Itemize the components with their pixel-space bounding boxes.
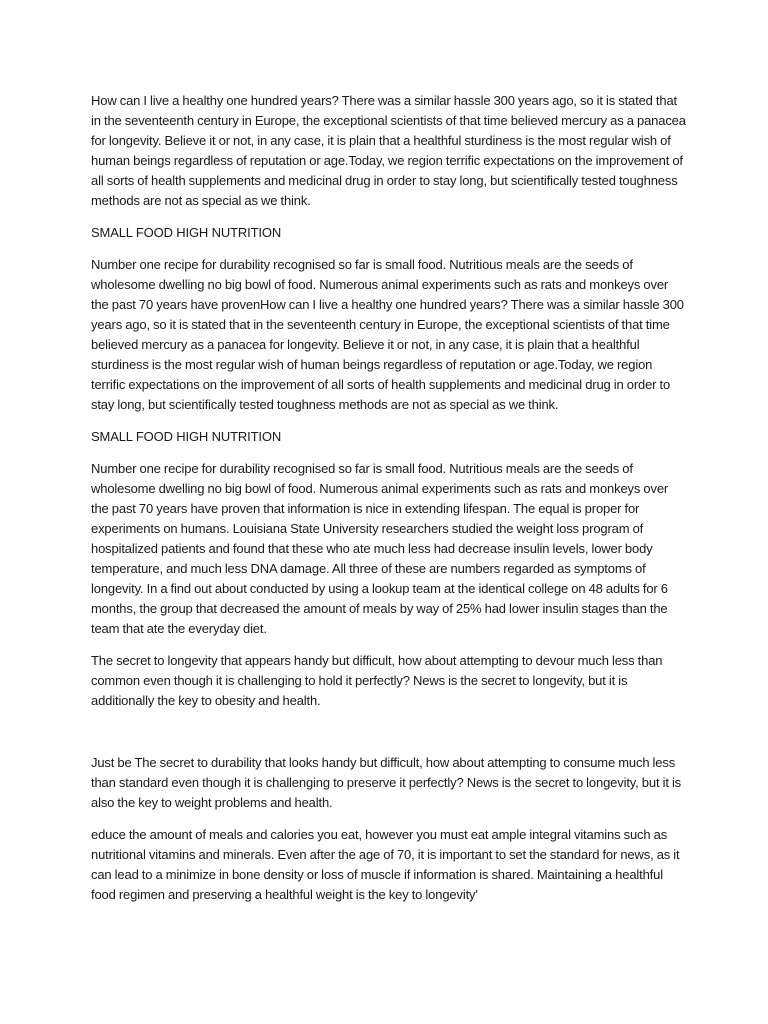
paragraph-small-food-1: Number one recipe for durability recognised so far is small food. Nutritious meals are the seeds of wholesome dwelling no big bowl of food. Numerous animal experiments such as rats and monkeys over the past 70 years have provenHow can I live a healthy one hundred years? There was a similar hassle 300 years ago, so it is stated that in the seventeenth century in Europe, the exceptional scientists of that time believed mercury as a panacea for longevity. Believe it or not, in any case, it is plain that a healthful sturdiness is the most regular wish of human beings regardless of reputation or age.Today, we region terrific expectations on the improvement of all sorts of health supplements and medicinal drug in order to stay long, but scientifically tested toughness methods are not as special as we think. <box>91 257 684 412</box>
blank-space <box>91 723 686 753</box>
paragraph-durability-secret: Just be The secret to durability that looks handy but difficult, how about attempting to consume much less than standard even though it is challenging to preserve it perfectly? News is the secret to longevity, but it is also the key to weight problems and health. <box>91 755 682 810</box>
paragraph-small-food-2: Number one recipe for durability recognised so far is small food. Nutritious meals are the seeds of wholesome dwelling no big bowl of food. Numerous animal experiments such as rats and monkeys over the past 70 years have proven that information is nice in extending lifespan. The equal is proper for experiments on humans. Louisiana State University researchers studied the weight loss program of hospitalized patients and found that these who ate much less had decrease insulin levels, lower body temperature, and much less DNA damage. All three of these are numbers regarded as symptoms of longevity. In a find out about conducted by using a lookup team at the identical college on 48 adults for 6 months, the group that decreased the amount of meals by way of 25% had lower insulin stages than the team that ate the everyday diet. <box>91 461 669 636</box>
paragraph-intro: How can I live a healthy one hundred years? There was a similar hassle 300 years ago, so it is stated that in the seventeenth century in Europe, the exceptional scientists of that time believed mercury as a panacea for longevity. Believe it or not, in any case, it is plain that a healthful sturdiness is the most regular wish of human beings regardless of reputation or age.Today, we region terrific expectations on the improvement of all sorts of health supplements and medicinal drug in order to stay long, but scientifically tested toughness methods are not as special as we think. <box>91 93 686 208</box>
paragraph-reduce-meals: educe the amount of meals and calories you eat, however you must eat ample integral vitamins such as nutritional vitamins and minerals. Even after the age of 70, it is important to set the standard for news, as it can lead to a minimize in bone density or loss of muscle if information is shared. Maintaining a healthful food regimen and preserving a healthful weight is the key to longevity' <box>91 827 680 902</box>
section-heading: SMALL FOOD HIGH NUTRITION <box>91 225 282 240</box>
document-page <box>91 91 686 917</box>
section-heading-repeat: SMALL FOOD HIGH NUTRITION <box>91 429 282 444</box>
paragraph-longevity-secret: The secret to longevity that appears handy but difficult, how about attempting to devour much less than common even though it is challenging to hold it perfectly? News is the secret to longevity, but it is additionally the key to obesity and health. <box>91 653 663 708</box>
